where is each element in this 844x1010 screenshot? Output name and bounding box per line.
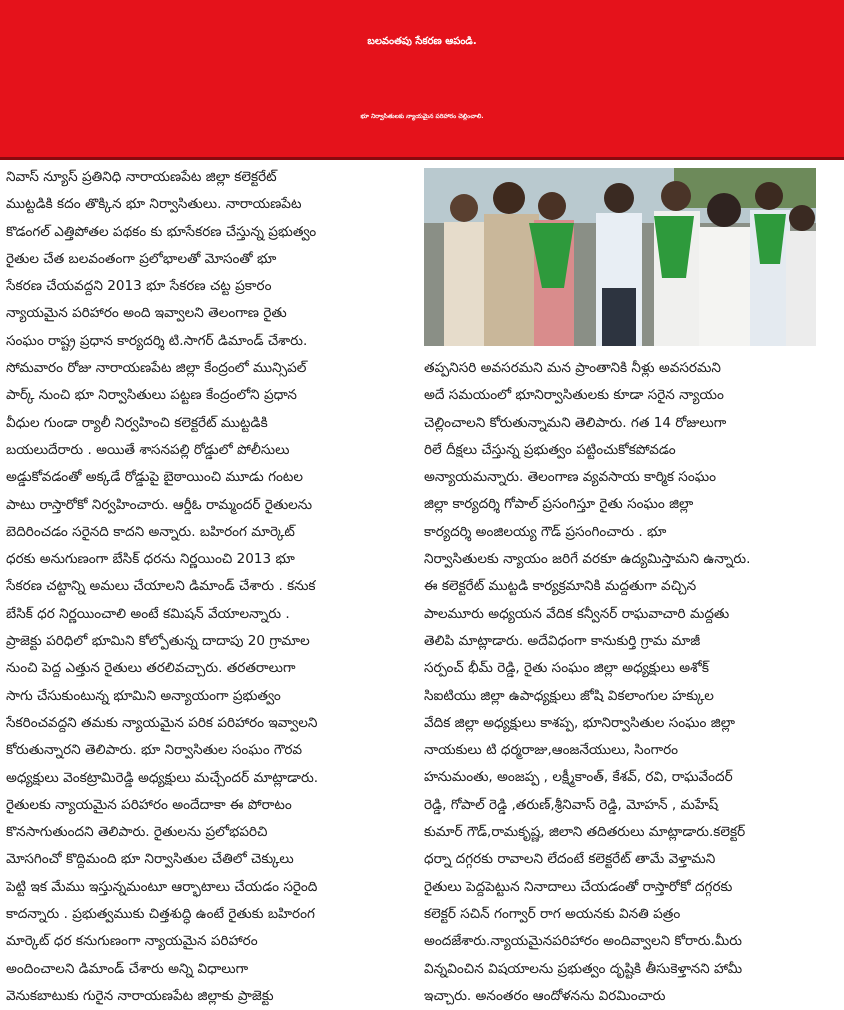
article-left-line: వెనుకబాటుకు గురైన నారాయణపేట జిల్లాకు ప్రాజెక్టు — [6, 987, 274, 1004]
article-right-line: నిర్వాసితులకు న్యాయం జరిగే వరకూ ఉద్యమిస్తామని ఉన్నారు. — [424, 551, 751, 568]
article-right-line: తప్పనిసరి అవసరమని మన ప్రాంతానికి నీళ్లు అవసరమని — [424, 360, 721, 376]
article-right-line: జిల్లా కార్యదర్శి గోపాల్ ప్రసంగిస్తూ రైతు సంఘం జిల్లా — [424, 496, 694, 513]
article-left-line: కోరుతున్నారని తెలిపారు. భూ నిర్వాసితుల సంఘం గౌరవ — [6, 742, 303, 759]
article-left-column — [6, 164, 416, 1010]
article-right-line: వేదిక జిల్లా అధ్యక్షులు కాశప్ప, భూనిర్వాసితుల సంఘం జిల్లా — [424, 714, 735, 731]
article-left-line: మోసగించో కొద్దిమంది భూ నిర్వాసితుల చేతిలో చెక్కులు — [6, 851, 294, 868]
article-left-line: పార్క్ నుంచి భూ నిర్వాసితులు పట్టణ కేంద్రంలోని ప్రధాన — [6, 387, 297, 404]
article-right-line: ఇచ్చారు. అనంతరం ఆందోళనను విరమించారు — [424, 987, 666, 1004]
article-left-line: కొడంగల్ ఎత్తిపోతల పథకం కు భూసేకరణ చేస్తున్న ప్రభుత్వం — [6, 223, 317, 240]
article-left-line: రైతులకు న్యాయమైన పరిహారం అందేదాకా ఈ పోరాటం — [6, 796, 292, 813]
article-right-line: అదే సమయంలో భూనిర్వాసితులకు కూడా సరైన న్యాయం — [424, 387, 724, 404]
article-left-line: ముట్టడికి కదం తొక్కిన భూ నిర్వాసితులు. నారాయణపేట — [6, 196, 302, 213]
article-left-line: అడ్డుకోవడంతో అక్కడే రోడ్డుపై బైఠాయించి మూడు గంటల — [6, 469, 304, 486]
article-left-line: రైతుల చేత బలవంతంగా ప్రలోభాలతో మోసంతో భూ — [6, 250, 277, 267]
article-right-line: తెలిపి మాట్లాడారు. అదేవిధంగా కానుకుర్తి గ్రామ మాజీ — [424, 632, 701, 649]
article-left-line: సేకరణ చట్టాన్ని అమలు చేయాలని డిమాండ్ చేశారు . కనుక — [6, 578, 316, 595]
article-right-line: సర్పంచ్ భీమ్ రెడ్డి, రైతు సంఘం జిల్లా అధ్యక్షులు అశోక్ — [424, 660, 710, 677]
article-right-line: హనుమంతు, అంజప్ప , లక్ష్మీకాంత్, కేశవ్, రవి, రాఘవేందర్ — [424, 769, 733, 786]
news-photo-illustration — [424, 168, 816, 346]
article-left-line: బెదిరించడం సరైనది కాదని అన్నారు. బహిరంగ మార్కెట్ — [6, 523, 295, 540]
article-left-line: న్యాయమైన పరిహారం అంది ఇవ్వాలని తెలంగాణ రైతు — [6, 305, 287, 322]
article-left-line: సేకరణ చేయవద్దని 2013 భూ సేకరణ చట్ట ప్రకారం — [6, 278, 272, 295]
article-right-line: కలెక్టర్ సచిన్ గంగ్వార్ రాగ అయనకు వినతి పత్రం — [424, 905, 681, 922]
article-right-line: సిఐటియు జిల్లా ఉపాధ్యక్షులు జోషి వికలాంగుల హక్కుల — [424, 687, 714, 704]
article-right-line: రెడ్డి, గోపాల్ రెడ్డి ,తరుణ్,శ్రీనివాస్ రెడ్డి, మోహన్ , మహేష్ — [424, 796, 719, 813]
article-right-line: పాలమూరు అధ్యయన వేదిక కన్వీనర్ రాఘవాచారి మద్దతు — [424, 605, 730, 622]
article-right-line: నాయకులు టి ధర్మరాజు,ఆంజనేయులు, సింగారం — [424, 742, 679, 759]
article-left-line: ధరకు అనుగుణంగా బేసిక్ ధరను నిర్ణయించి 2013 భూ — [6, 551, 295, 568]
article-left-line: సేకరించవద్దని తమకు న్యాయమైన పరిక పరిహారం ఇవ్వాలని — [6, 714, 318, 731]
article-right-line: చెల్లించాలని కోరుతున్నామని తెలిపారు. గత 14 రోజులుగా — [424, 414, 727, 431]
article-right-line: రిలే దీక్షలు చేస్తున్న ప్రభుత్వం పట్టించుకోకపోవడం — [424, 441, 676, 458]
article-left-line: అందించాలని డిమాండ్ చేశారు అన్ని విధాలుగా — [6, 960, 249, 977]
headline-line-1: బలవంతపు సేకరణ ఆపండి. — [367, 36, 477, 47]
article-right-line: విన్నవించిన విషయాలను ప్రభుత్వం దృష్టికి తీసుకెళ్తానని హామీ — [424, 960, 743, 977]
article-left-line: పెట్టి ఇక మేము ఇస్తున్నమంటూ ఆర్భాటాలు చేయడం సరైంది — [6, 878, 318, 895]
article-left-line: సంఘం రాష్ట్ర ప్రధాన కార్యదర్శి టి.సాగర్ డిమాండ్ చేశారు. — [6, 332, 308, 349]
article-left-line: కాదన్నారు . ప్రభుత్వముకు చిత్తశుద్ధి ఉంటే రైతుకు బహిరంగ — [6, 906, 315, 923]
article-left-line: ప్రాజెక్టు పరిధిలో భూమిని కోల్పోతున్న దాదాపు 20 గ్రామాల — [6, 633, 310, 650]
article-left-line: బయలుదేరారు . అయితే శాసనపల్లి రోడ్డులో పోలీసులు — [6, 441, 290, 458]
article-right-line: ధర్నా దగ్గరకు రావాలని లేదంటే కలెక్టరేట్ తామే వెళ్తామని — [424, 851, 716, 868]
article-right-line: ఈ కలెక్టరేట్ ముట్టడి కార్యక్రమానికి మద్దతుగా వచ్చిన — [424, 578, 697, 595]
article-left-line: వీధుల గుండా ర్యాలీ నిర్వహించి కలెక్టరేట్ ముట్టడికి — [6, 414, 268, 431]
article-left-line: మార్కెట్ ధర కనుగుణంగా న్యాయమైన పరిహారం — [6, 933, 258, 950]
article-right-line: అన్యాయమన్నారు. తెలంగాణ వ్యవసాయ కార్మిక సంఘం — [424, 469, 716, 486]
collector-meeting-farmers-photo — [424, 168, 816, 346]
article-left-line: సోమవారం రోజు నారాయణపేట జిల్లా కేంద్రంలో మున్సిపల్ — [6, 360, 307, 377]
article-left-line: సాగు చేసుకుంటున్న భూమిని అన్యాయంగా ప్రభుత్వం — [6, 687, 281, 704]
article-right-line: రైతులు పెద్దపెట్టున నినాదాలు చేయడంతో రాస్తారోకో దగ్గరకు — [424, 878, 733, 895]
article-left-line: పాటు రాస్తారోకో నిర్వహించారు. ఆర్డీఓ రామ్మందర్ రైతులను — [6, 496, 313, 513]
headline-line-2: భూ నిర్వాసితులకు న్యాయమైన పరిహారం చెల్లించాలి. — [360, 113, 484, 120]
article-right-line: కార్యదర్శి అంజిలయ్య గౌడ్ ప్రసంగించారు . భూ — [424, 523, 667, 540]
article-right-line: కుమార్ గౌడ్,రామకృష్ణ, జిలాని తదితరులు మాట్లాడారు.కలెక్టర్ — [424, 824, 746, 841]
article-left-line: అధ్యక్షులు వెంకట్రామిరెడ్డి అధ్యక్షులు మచ్చేందర్ మాట్లాడారు. — [6, 769, 319, 786]
article-right-column — [424, 355, 838, 1010]
article-left-line: నుంచి పెద్ద ఎత్తున రైతులు తరలివచ్చారు. తరతరాలుగా — [6, 660, 296, 677]
article-left-line: బేసిక్ ధర నిర్ణయించాలి అంటే కమిషన్ వేయాలన్నారు . — [6, 605, 290, 622]
headline-banner — [0, 0, 844, 160]
article-right-line: అందజేశారు.న్యాయమైనపరిహారం అందివ్వాలని కోరారు.మీరు — [424, 933, 742, 950]
article-left-line: కొనసాగుతుందని తెలిపారు. రైతులను ప్రలోభపరిచి — [6, 824, 268, 841]
article-left-line: నివాస్ న్యూస్ ప్రతినిధి నారాయణపేట జిల్లా కలెక్టరేట్ — [6, 169, 277, 185]
